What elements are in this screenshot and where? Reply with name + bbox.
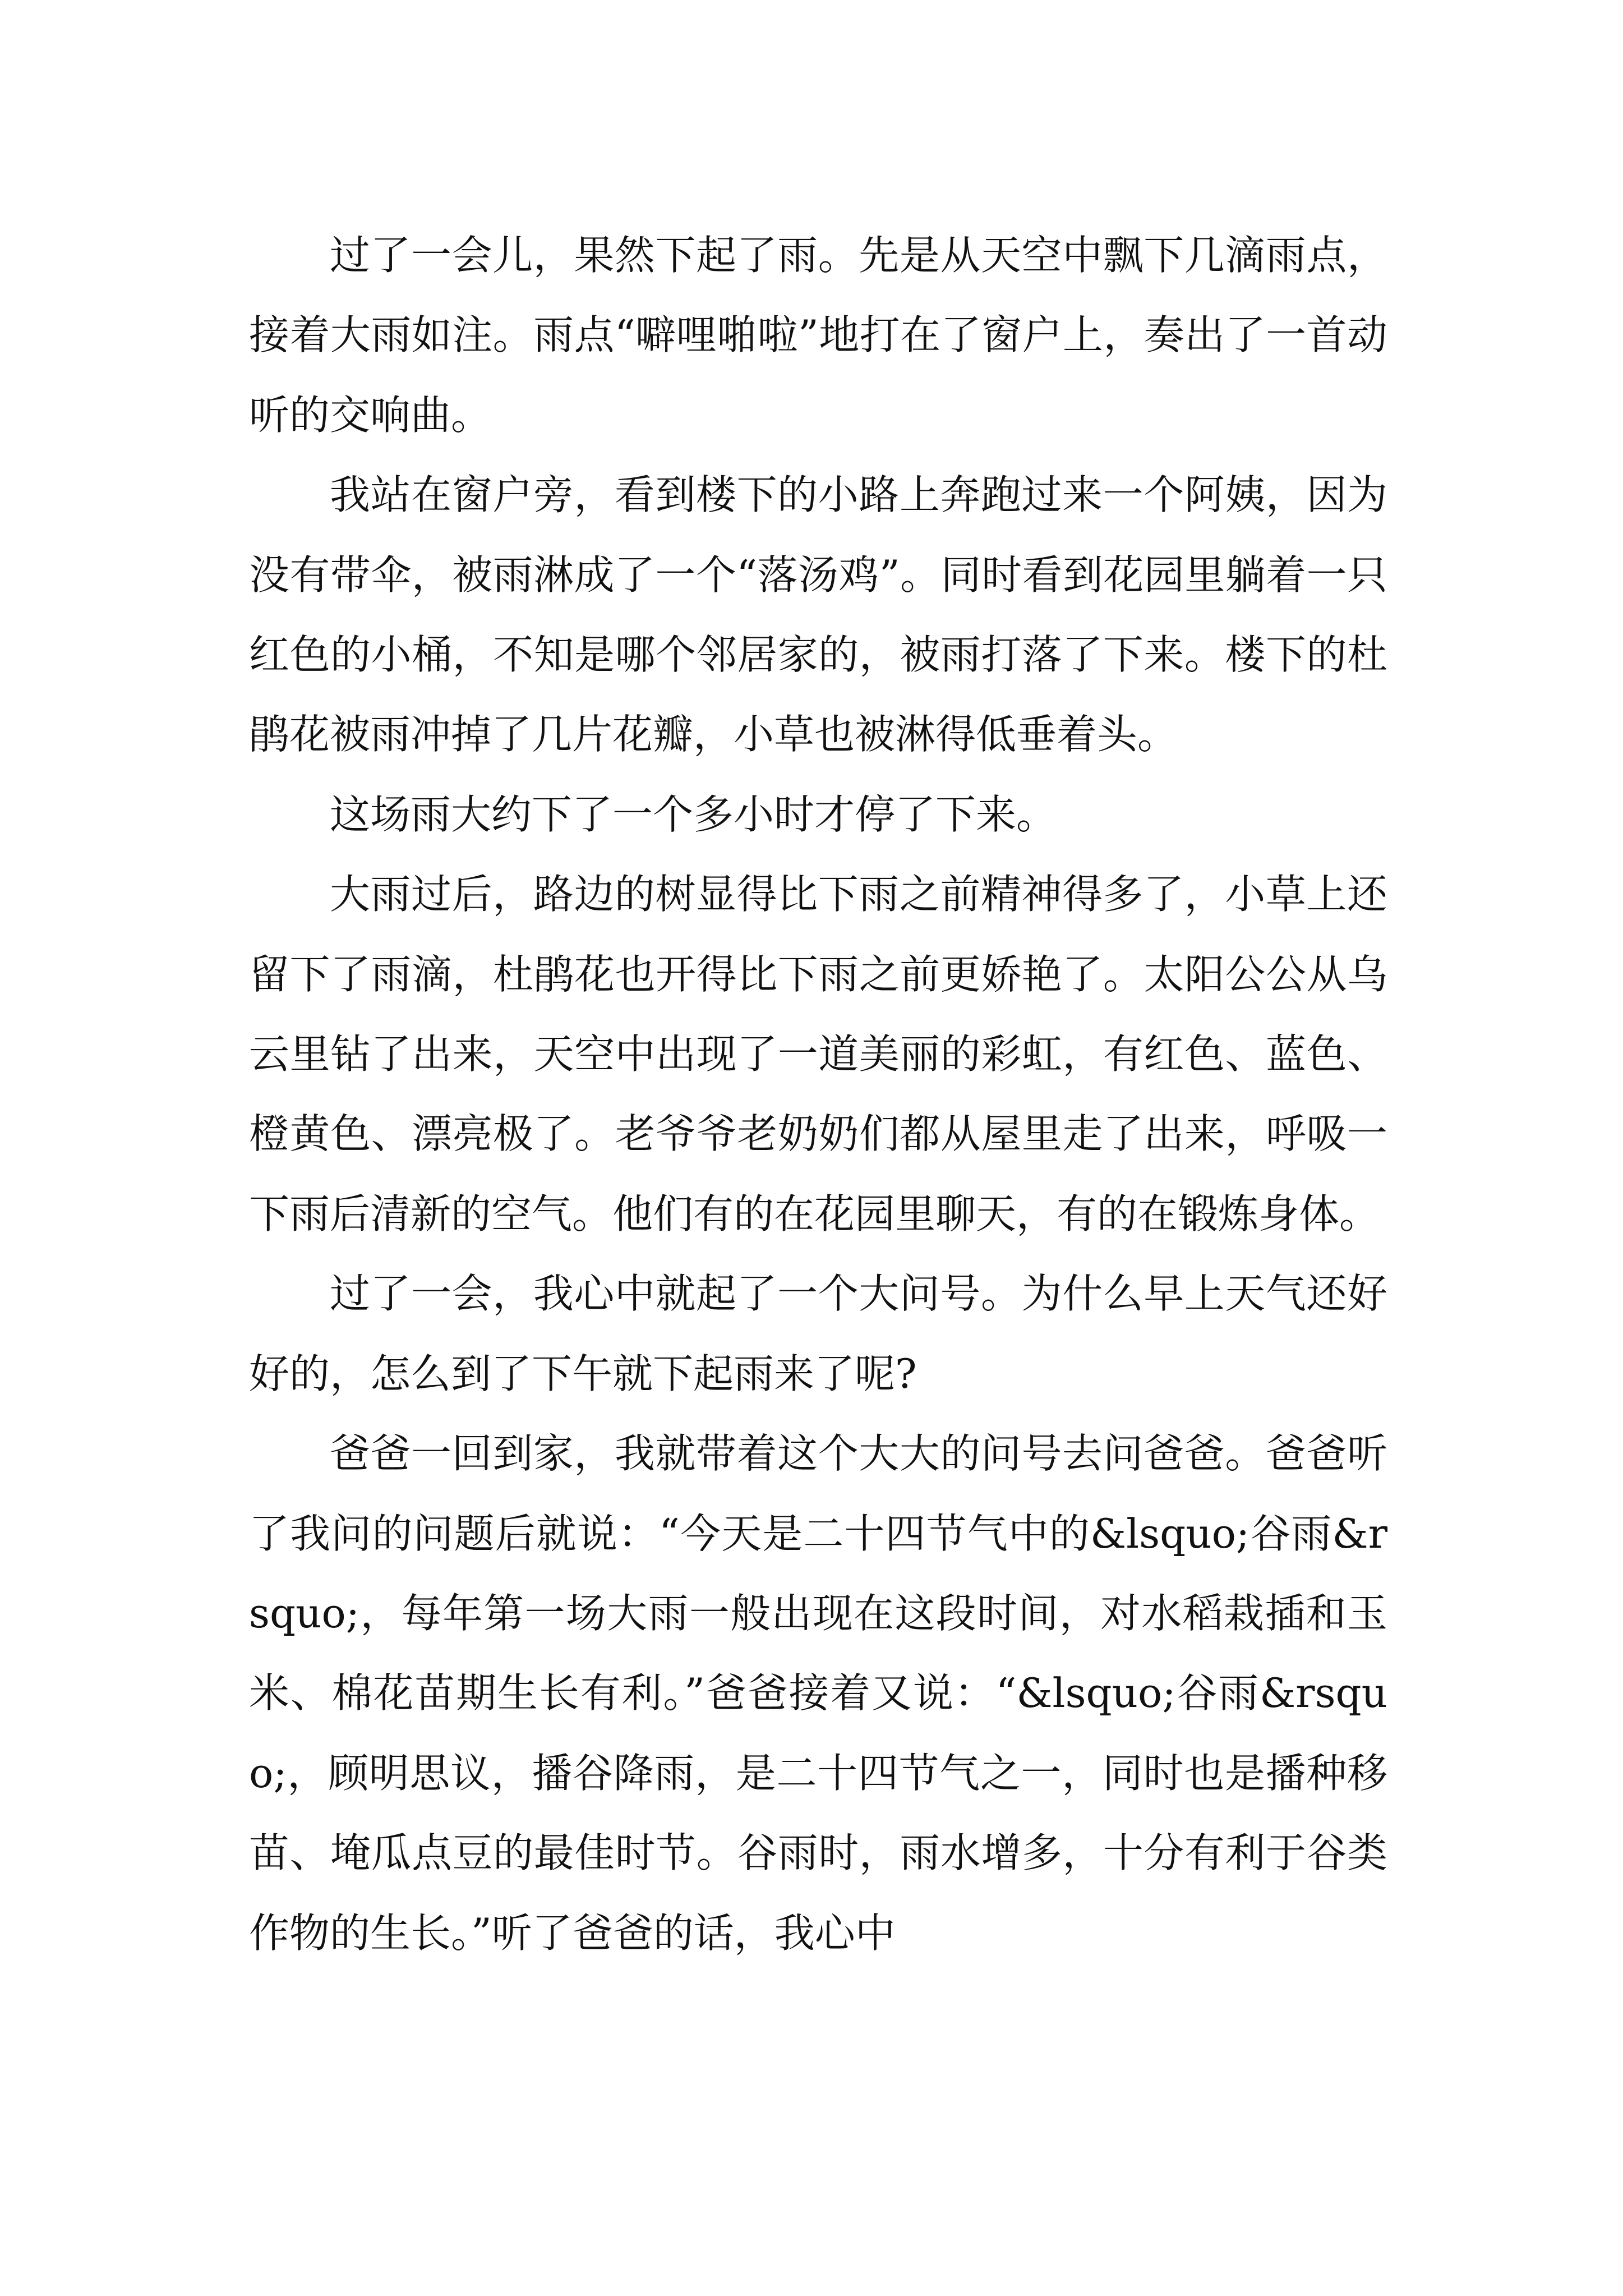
paragraph-2: 我站在窗户旁，看到楼下的小路上奔跑过来一个阿姨，因为没有带伞，被雨淋成了一个“落汤鸡”。同时看到花园里躺着一只红色的小桶，不知是哪个邻居家的，被雨打落了下来。楼下的杜鹃花被雨冲掉了几片花瓣，小草也被淋得低垂着头。 (249, 471, 1387, 758)
document-body (249, 215, 1387, 1973)
paragraph-4: 大雨过后，路边的树显得比下雨之前精神得多了，小草上还留下了雨滴，杜鹃花也开得比下雨之前更娇艳了。太阳公公从乌云里钻了出来，天空中出现了一道美丽的彩虹，有红色、蓝色、橙黄色、漂亮极了。老爷爷老奶奶们都从屋里走了出来，呼吸一下雨后清新的空气。他们有的在花园里聊天，有的在锻炼身体。 (249, 871, 1387, 1237)
paragraph-3: 这场雨大约下了一个多小时才停了下来。 (330, 790, 1057, 838)
paragraph-6: 爸爸一回到家，我就带着这个大大的问号去问爸爸。爸爸听了我问的问题后就说：“今天是二十四节气中的&lsquo;谷雨&rsquo;，每年第一场大雨一般出现在这段时间，对水稻栽插和玉米、棉花苗期生长有利。”爸爸接着又说：“&lsquo;谷雨&rsquo;，顾明思议，播谷降雨，是二十四节气之一，同时也是播种移苗、埯瓜点豆的最佳时节。谷雨时，雨水增多，十分有利于谷类作物的生长。”听了爸爸的话，我心中 (249, 1430, 1387, 1957)
paragraph-5: 过了一会，我心中就起了一个大问号。为什么早上天气还好好的，怎么到了下午就下起雨来了呢? (249, 1270, 1387, 1397)
paragraph-1: 过了一会儿，果然下起了雨。先是从天空中飘下几滴雨点，接着大雨如注。雨点“噼哩啪啦”地打在了窗户上，奏出了一首动听的交响曲。 (249, 232, 1387, 439)
